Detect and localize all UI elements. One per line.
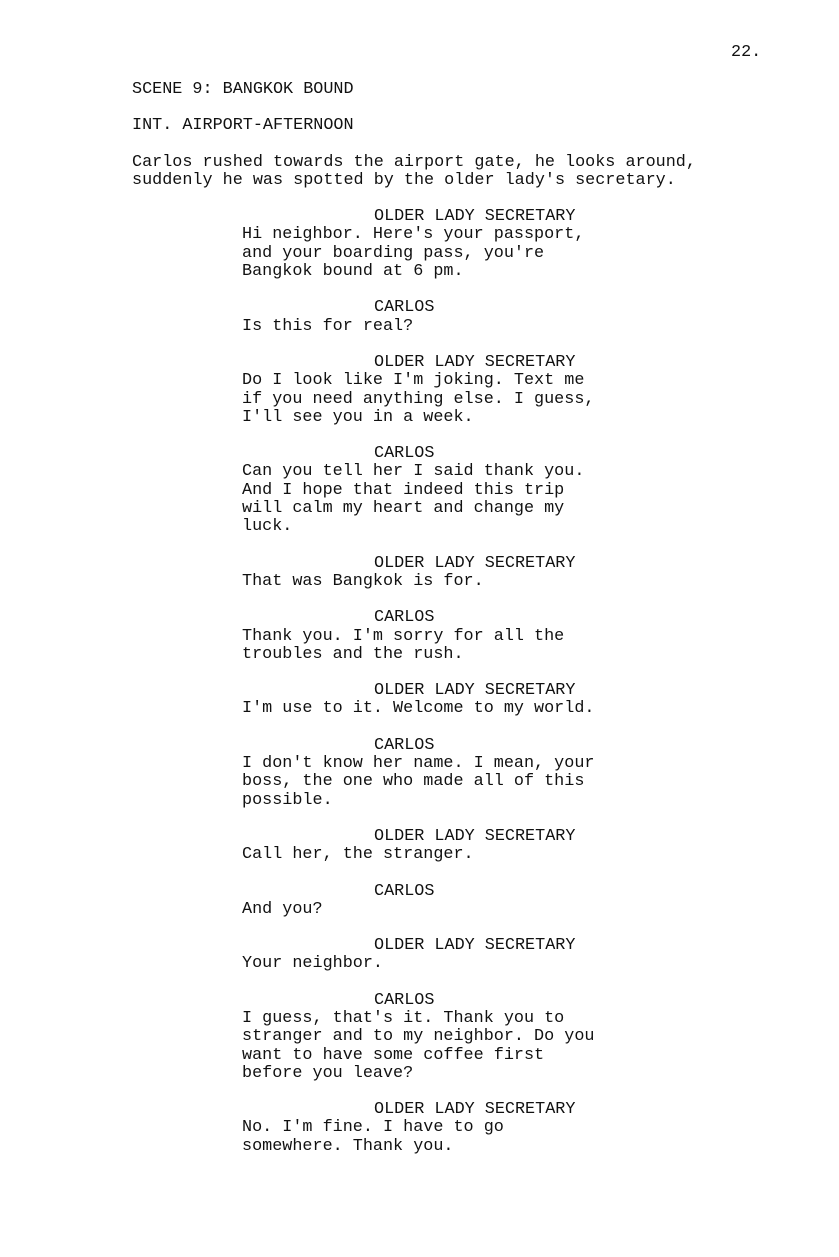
dialogue-line: I'm use to it. Welcome to my world. [242,699,595,719]
action-line: Carlos rushed towards the airport gate, he looks around, suddenly he was spotted by the older lady's secretary. [132,152,696,190]
dialogue-line: Do I look like I'm joking. Text me if you need anything else. I guess, I'll see you in a week. [242,371,595,427]
dialogue-block [132,682,772,719]
dialogue-block [132,937,772,974]
scene-title: SCENE 9: BANGKOK BOUND [132,80,354,99]
page-number: 22. [731,43,762,62]
character-name: OLDER LADY SECRETARY [374,207,576,227]
character-name: CARLOS [374,735,435,755]
character-name: OLDER LADY SECRETARY [374,352,576,372]
character-name: OLDER LADY SECRETARY [374,936,576,956]
dialogue-block [132,299,772,336]
character-name: CARLOS [374,298,435,318]
dialogue-block [132,555,772,592]
character-name: CARLOS [374,444,435,464]
dialogue-line: That was Bangkok is for. [242,571,484,591]
character-name: CARLOS [374,881,435,901]
dialogue-line: Your neighbor. [242,954,383,974]
dialogue-line: And you? [242,899,323,919]
dialogue-block [132,828,772,865]
dialogue-line: No. I'm fine. I have to go somewhere. Thank you. [242,1118,504,1156]
character-name: OLDER LADY SECRETARY [374,826,576,846]
dialogue-line: Can you tell her I said thank you. And I hope that indeed this trip will calm my heart and change my luck. [242,462,585,537]
character-name: CARLOS [374,608,435,628]
character-name: OLDER LADY SECRETARY [374,553,576,573]
slugline: INT. AIRPORT-AFTERNOON [132,116,354,136]
dialogue-block [132,992,772,1083]
dialogue-block [132,609,772,664]
dialogue-block [132,354,772,427]
dialogue-block [132,208,772,281]
dialogue-block [132,445,772,536]
character-name: CARLOS [374,990,435,1010]
dialogue-line: I don't know her name. I mean, your boss, the one who made all of this possible. [242,754,595,810]
character-name: OLDER LADY SECRETARY [374,1100,576,1120]
dialogue-line: Call her, the stranger. [242,845,474,865]
dialogue-block [132,883,772,920]
character-name: OLDER LADY SECRETARY [374,681,576,701]
dialogue-line: Hi neighbor. Here's your passport, and your boarding pass, you're Bangkok bound at 6 pm. [242,225,585,282]
dialogue-block [132,737,772,810]
dialogue-line: Thank you. I'm sorry for all the troubles and the rush. [242,626,565,664]
dialogue-line: I guess, that's it. Thank you to stranger and to my neighbor. Do you want to have some coffee first before you leave? [242,1008,595,1083]
dialogue-block [132,1101,772,1156]
screenplay-page [132,81,772,1174]
dialogue-line: Is this for real? [242,316,414,336]
